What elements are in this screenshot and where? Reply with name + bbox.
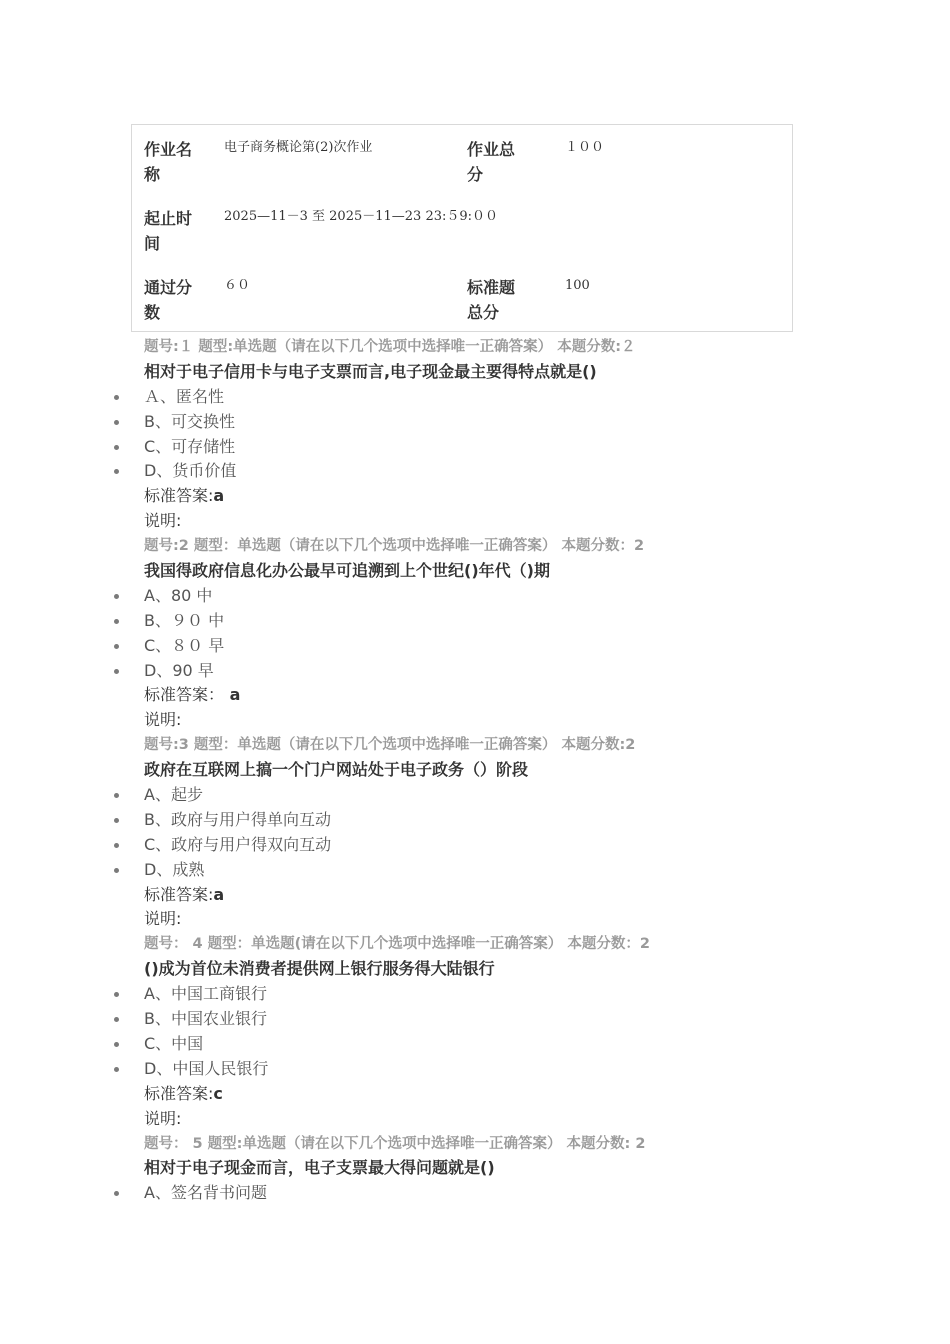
option-b: B、中国农业银行 (0, 1007, 950, 1032)
explanation: 说明: (144, 1108, 182, 1128)
question-stem: ()成为首位未消费者提供网上银行服务得大陆银行 (144, 959, 495, 979)
option-a: A、80 中 (0, 584, 950, 609)
option-c: C、中国 (0, 1032, 950, 1057)
question-2 (0, 534, 950, 733)
option-b: B、可交换性 (0, 410, 950, 435)
option-c: C、政府与用户得双向互动 (0, 833, 950, 858)
question-4 (0, 932, 950, 1131)
time-range-value: 2025—11－3 至 2025－11—23 23:５9:００ (224, 209, 499, 224)
option-d: D、90 早 (0, 659, 950, 684)
option-a: A、签名背书问题 (0, 1181, 950, 1206)
total-score-label: 作业总分 (467, 140, 516, 184)
question-meta: 题号:3 题型：单选题（请在以下几个选项中选择唯一正确答案） 本题分数:2 (144, 737, 636, 754)
explanation: 说明: (144, 710, 182, 730)
question-1 (0, 335, 950, 534)
standard-answer (0, 883, 950, 908)
option-d: D、成熟 (0, 858, 950, 883)
option-a: A、中国工商银行 (0, 982, 950, 1007)
question-stem: 我国得政府信息化办公最早可追溯到上个世纪()年代（)期 (144, 561, 550, 581)
answer-value: c (213, 1083, 223, 1103)
question-5 (0, 1132, 950, 1207)
answer-label: 标准答案： (144, 685, 225, 705)
option-d: D、货币价值 (0, 459, 950, 484)
explanation: 说明: (144, 909, 182, 929)
pass-score-value: ６０ (224, 278, 251, 293)
question-stem: 政府在互联网上搞一个门户网站处于电子政务（）阶段 (144, 760, 529, 780)
answer-value: a (213, 884, 225, 904)
standard-answer (0, 683, 950, 708)
option-c: C、可存储性 (0, 435, 950, 460)
option-a: Ａ、匿名性 (0, 385, 950, 410)
assignment-info-table (131, 124, 793, 332)
question-stem: 相对于电子现金而言，电子支票最大得问题就是() (144, 1158, 495, 1178)
option-d: D、中国人民银行 (0, 1057, 950, 1082)
standard-answer (0, 484, 950, 509)
assignment-name-value: 电子商务概论第(2)次作业 (224, 140, 373, 155)
standard-answer (0, 1082, 950, 1107)
assignment-name-label: 作业名称 (144, 140, 193, 184)
option-c: C、８０ 早 (0, 634, 950, 659)
question-3 (0, 733, 950, 932)
total-score-value: １００ (565, 140, 605, 155)
answer-label: 标准答案: (144, 486, 214, 506)
pass-score-label: 通过分数 (144, 278, 193, 322)
question-meta: 题号:2 题型：单选题（请在以下几个选项中选择唯一正确答案） 本题分数：2 (144, 538, 645, 555)
time-range-label: 起止时间 (144, 209, 193, 253)
explanation: 说明: (144, 511, 182, 531)
question-meta: 题号:１ 题型:单选题（请在以下几个选项中选择唯一正确答案） 本题分数:２ (144, 339, 636, 355)
standard-total-label: 标准题总分 (467, 278, 516, 322)
option-a: A、起步 (0, 783, 950, 808)
option-b: B、９０ 中 (0, 609, 950, 634)
answer-value: a (224, 685, 241, 705)
answer-label: 标准答案: (144, 1083, 214, 1103)
answer-label: 标准答案: (144, 884, 214, 904)
question-stem: 相对于电子信用卡与电子支票而言,电子现金最主要得特点就是() (144, 361, 597, 381)
answer-value: a (213, 486, 225, 506)
question-list (0, 335, 950, 1206)
standard-total-value: 100 (565, 278, 590, 293)
option-b: B、政府与用户得单向互动 (0, 808, 950, 833)
question-meta: 题号： 5 题型:单选题（请在以下几个选项中选择唯一正确答案） 本题分数: 2 (144, 1135, 646, 1152)
question-meta: 题号： 4 题型：单选题(请在以下几个选项中选择唯一正确答案） 本题分数：2 (144, 936, 650, 953)
